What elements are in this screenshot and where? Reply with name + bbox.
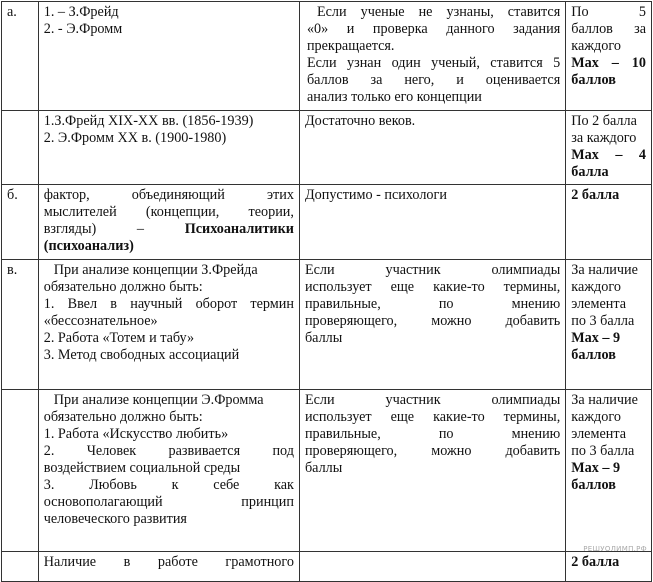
table-row	[2, 552, 652, 582]
criteria-cell	[299, 552, 565, 582]
row-label	[2, 111, 39, 185]
score-cell: 2 балла	[566, 185, 652, 260]
row-label: в.	[2, 260, 39, 390]
row-label	[2, 552, 39, 582]
watermark-text: РЕШУОЛИМП.РФ	[583, 545, 647, 553]
score-cell: За наличие каждого элемента по 3 балла Max – 9 баллов	[566, 260, 652, 390]
criteria-cell: Допустимо - психологи	[299, 185, 565, 260]
table-row	[2, 390, 652, 552]
criteria-cell: Достаточно веков.	[299, 111, 565, 185]
grading-table	[1, 1, 652, 582]
criteria-cell: Если ученые не узнаны, ставится «0» и проверка данного задания прекращается. Если узнан один ученый, ставится 5 баллов за него, и оценивается анализ только его концепции	[299, 2, 565, 111]
score-cell: За наличие каждого элемента по 3 балла Max – 9 баллов	[566, 390, 652, 552]
answer-cell: 1.З.Фрейд XIX-XX вв. (1856-1939) 2. Э.Фромм XX в. (1900-1980)	[38, 111, 299, 185]
score-cell: По 5 баллов за каждого Max – 10 баллов	[566, 2, 652, 111]
row-label	[2, 390, 39, 552]
table-row	[2, 185, 652, 260]
row-label: а.	[2, 2, 39, 111]
criteria-cell: Если участник олимпиады использует еще какие-то термины, правильные, по мнению проверяющего, можно добавить баллы	[299, 260, 565, 390]
criteria-cell: Если участник олимпиады использует еще какие-то термины, правильные, по мнению проверяющего, можно добавить баллы	[299, 390, 565, 552]
table-row	[2, 111, 652, 185]
table-row	[2, 2, 652, 111]
score-cell: 2 балла	[566, 552, 652, 582]
answer-cell: При анализе концепции З.Фрейда обязательно должно быть: 1. Ввел в научный оборот термин «бессознательное» 2. Работа «Тотем и табу» 3. Метод свободных ассоциаций	[38, 260, 299, 390]
answer-cell: фактор, объединяющий этих мыслителей (концепции, теории, взгляды) – Психоаналитики (психоанализ)	[38, 185, 299, 260]
answer-cell: При анализе концепции Э.Фромма обязательно должно быть: 1. Работа «Искусство любить» 2. Человек развивается под воздействием социальной среды 3. Любовь к себе как основополагающий принцип человеческого развития	[38, 390, 299, 552]
row-label: б.	[2, 185, 39, 260]
answer-cell: 1. – З.Фрейд 2. - Э.Фромм	[38, 2, 299, 111]
answer-cell: Наличие в работе грамотного	[38, 552, 299, 582]
score-cell: По 2 балла за каждого Max – 4 балла	[566, 111, 652, 185]
table-row	[2, 260, 652, 390]
